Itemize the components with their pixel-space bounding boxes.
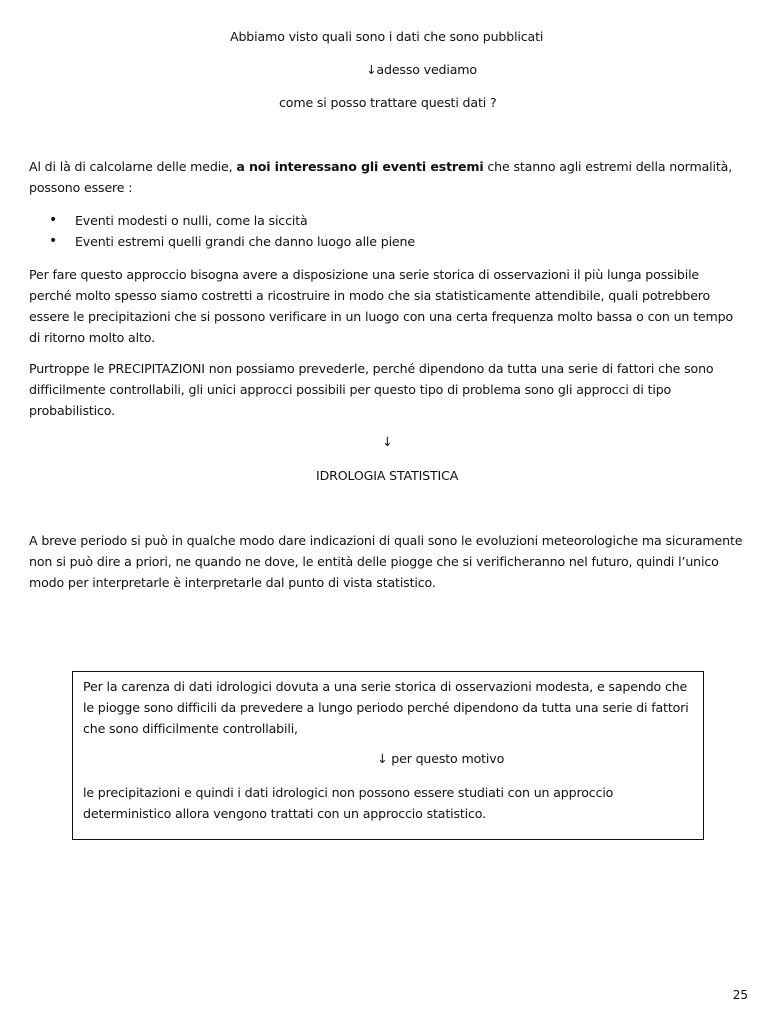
intro-text-1: Al di là di calcolarne delle medie,: [29, 159, 237, 174]
box-text-1: Per la carenza di dati idrologici dovuta a una serie storica di osservazioni modesta, e sapendo che le piogge sono difficili da prevedere a lungo periodo perché dipendono da tutta una serie di fattori che sono difficilmente controllabili,: [83, 679, 689, 736]
paragraph-short-term: A breve periodo si può in qualche modo dare indicazioni di quali sono le evoluzioni meteorologiche ma sicuramente non si può dire a priori, ne quando ne dove, le entità delle piogge che si verificheranno nel futuro, quindi l’unico modo per interpretarle è interpretarle dal punto di vista statistico.: [29, 533, 743, 590]
header-line-2: ↓adesso vediamo: [366, 62, 477, 77]
header-line-1: Abbiamo visto quali sono i dati che sono pubblicati: [230, 29, 544, 44]
intro-bold-text: a noi interessano gli eventi estremi: [236, 159, 484, 174]
event-list: [29, 210, 415, 252]
intro-paragraph: [29, 156, 744, 198]
intro-text-2: che stanno agli estremi della normalità, possono essere :: [29, 159, 733, 195]
summary-box: [72, 671, 704, 840]
box-text-2: le precipitazioni e quindi i dati idrologici non possono essere studiati con un approccio deterministico allora vengono trattati con un approccio statistico.: [83, 785, 614, 821]
page-number: 25: [732, 988, 748, 1002]
header-line-3: come si posso trattare questi dati ?: [279, 95, 497, 110]
section-title: IDROLOGIA STATISTICA: [316, 468, 459, 483]
paragraph-precipitations: Purtroppe le PRECIPITAZIONI non possiamo prevederle, perché dipendono da tutta una serie di fattori che sono difficilmente controllabili, gli unici approcci possibili per questo tipo di problema sono gli approcci di tipo probabilistico.: [29, 361, 714, 418]
arrow-down-icon: ↓: [382, 434, 393, 449]
box-arrow-text: ↓ per questo motivo: [377, 751, 505, 766]
list-item: • Eventi modesti o nulli, come la siccità: [29, 210, 415, 231]
paragraph-observations: Per fare questo approccio bisogna avere a disposizione una serie storica di osservazioni il più lunga possibile perché molto spesso siamo costretti a ricostruire in modo che sia statisticamente attendibile, quali potrebbero essere le precipitazioni che si possono verificare in un luogo con una certa frequenza molto bassa o con un tempo di ritorno molto alto.: [29, 267, 734, 345]
list-item: • Eventi estremi quelli grandi che danno luogo alle piene: [29, 231, 415, 252]
